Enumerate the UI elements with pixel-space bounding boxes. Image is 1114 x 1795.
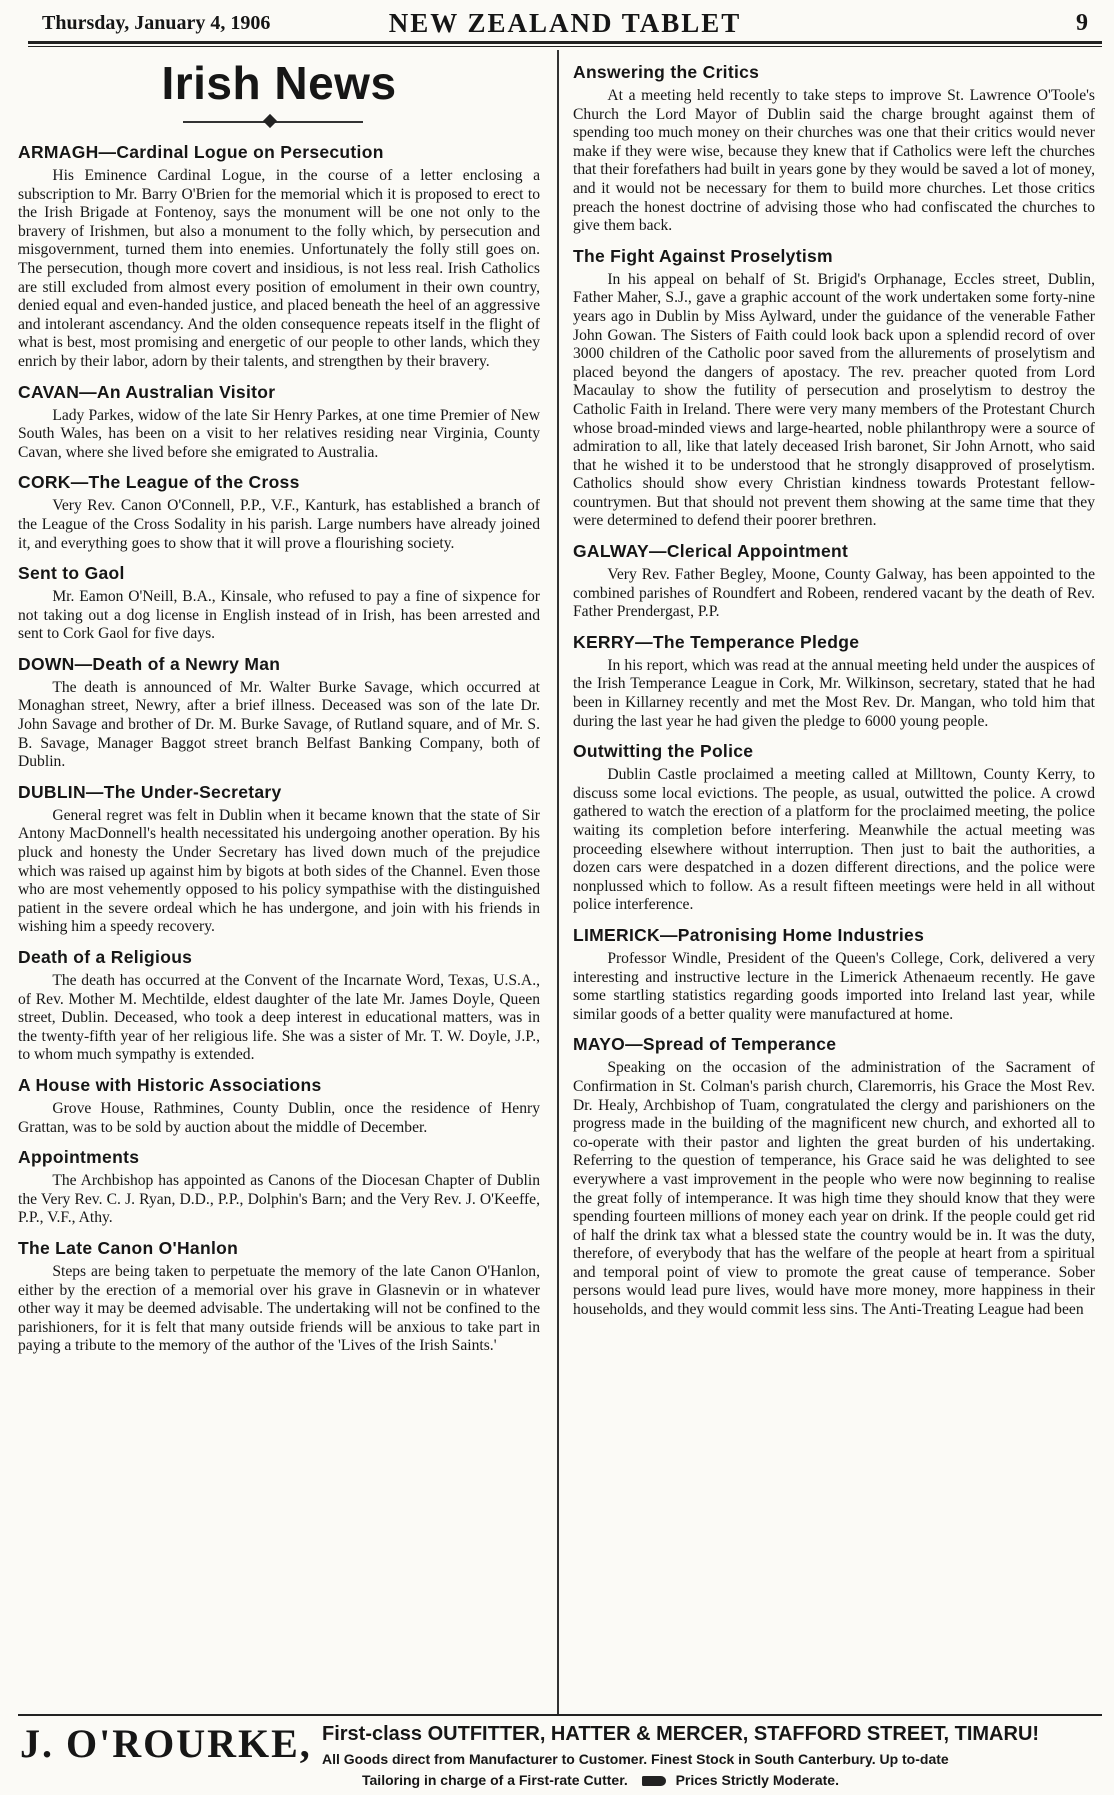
article-body: Grove House, Rathmines, County Dublin, once the residence of Henry Grattan, was to be sold by auction about the middle of December. <box>18 1099 540 1136</box>
article-body: In his appeal on behalf of St. Brigid's Orphanage, Eccles street, Dublin, Father Maher, S.J., gave a graphic account of the work undertaken some forty-nine years ago in Dublin by Miss Aylward, under the guidance of the venerable Father John Gowan. The Sisters of Faith could look back upon a splendid record of over 3000 children of the Catholic poor saved from the allurements of proselytism and placed beyond the dangers of apostacy. The rev. preacher quoted from Lord Macaulay to show the futility of persecution and proselytism to destroy the Catholic Faith in Ireland. There were very many members of the Protestant Church whose broad-minded views and large-hearted, noble philanthropy were a source of admiration to all, like that lately deceased Irish baronet, Sir John Arnott, who said that he wished it to be understood that he strongly disapproved of proselytism. Catholics should show every Christian kindness towards Protestant fellow-countrymen. But that should not prevent them showing at the same time that they were determined to defend their poorer brethren. <box>573 270 1095 530</box>
header-rule <box>28 41 1102 44</box>
header-rule-thin <box>28 46 1102 47</box>
article-title: The Late Canon O'Hanlon <box>18 1237 239 1258</box>
article-title: DOWN—Death of a Newry Man <box>18 653 281 674</box>
article <box>573 741 1095 915</box>
article-title: LIMERICK—Patronising Home Industries <box>573 924 925 945</box>
page-header <box>28 6 1102 40</box>
article-title: Outwitting the Police <box>573 741 754 762</box>
article-body: In his report, which was read at the annual meeting held under the auspices of the Irish Temperance League in Cork, Mr. Wilkinson, secretary, stated that he had been in Killarney recently and met the Most Rev. Dr. Mangan, who told him that during the last year he had given the pledge to 6000 young people. <box>573 656 1095 730</box>
article-title: MAYO—Spread of Temperance <box>573 1034 837 1055</box>
article-body: The death is announced of Mr. Walter Burke Savage, which occurred at Monaghan street, Newry, after a brief illness. Deceased was son of the late Dr. John Savage and brother of Dr. M. Burke Savage, of Rutland square, and of Mr. S. B. Savage, Manager Baggot street branch Belfast Banking Company, both of Dublin. <box>18 678 540 771</box>
article <box>573 541 1095 622</box>
article-body: General regret was felt in Dublin when it became known that the state of Sir Antony MacDonnell's health necessitated his undergoing another operation. By his pluck and honesty the Under Secretary has lived down much of the prejudice which was raised up against him by bigots at both sides of the Channel. Even those who are most vehemently opposed to his policy sympathise with the distinguished patient in the severe ordeal which he has undergone, and join with his friends in wishing him a speedy recovery. <box>18 806 540 936</box>
advert-line-3b: Prices Strictly Moderate. <box>675 1772 839 1788</box>
article <box>18 563 540 644</box>
article-body: Professor Windle, President of the Queen's College, Cork, delivered a very interesting and instructive lecture in the Limerick Athenaeum recently. He gave some startling statistics regarding goods imported into Ireland last year, while similar goods of a better quality were manufactured at home. <box>573 949 1095 1023</box>
article-title: A House with Historic Associations <box>18 1074 322 1095</box>
advert-line-2: All Goods direct from Manufacturer to Customer. Finest Stock in South Canterbury. Up to-date <box>322 1751 949 1767</box>
article-title: The Fight Against Proselytism <box>573 245 833 266</box>
page-number: 9 <box>1076 10 1088 36</box>
article <box>18 472 540 553</box>
article <box>573 1034 1095 1319</box>
column-divider <box>557 50 559 1715</box>
article <box>18 1147 540 1228</box>
article-title: Appointments <box>18 1147 140 1168</box>
advertisement <box>0 1714 1114 1795</box>
issue-date: Thursday, January 4, 1906 <box>42 12 271 34</box>
masthead-title: NEW ZEALAND TABLET <box>388 8 742 38</box>
diamond-ornament-icon <box>263 114 277 128</box>
article <box>18 947 540 1065</box>
article-body: Very Rev. Father Begley, Moone, County Galway, has been appointed to the combined parishes of Roundfert and Robeen, rendered vacant by the death of Rev. Father Prendergast, P.P. <box>573 566 1095 621</box>
article-body: The death has occurred at the Convent of the Incarnate Word, Texas, U.S.A., of Rev. Mother M. Mechtilde, eldest daughter of the late Mr. James Doyle, Queen street, Dublin. Deceased, who took a deep interest in educational matters, was in the twenty-fifth year of her religious life. She was a sister of Mr. T. W. Doyle, J.P., to whom much sympathy is extended. <box>18 972 540 1064</box>
article <box>18 382 540 463</box>
advertiser-name: J. O'ROURKE, <box>20 1721 312 1766</box>
left-column <box>18 52 540 1356</box>
right-articles <box>573 62 1095 1320</box>
article-body: The Archbishop has appointed as Canons of the Diocesan Chapter of Dublin the Very Rev. C. J. Ryan, D.D., P.P., Dolphin's Barn; and the Very Rev. J. O'Keeffe, P.P., V.F., Athy. <box>18 1172 540 1227</box>
article-title: GALWAY—Clerical Appointment <box>573 541 849 562</box>
left-articles <box>18 142 540 1356</box>
advert-line-1: First-class OUTFITTER, HATTER & MERCER, STAFFORD STREET, TIMARU! <box>322 1723 1040 1745</box>
article <box>573 62 1095 236</box>
article-body: Mr. Eamon O'Neill, B.A., Kinsale, who refused to pay a fine of sixpence for not taking out a dog license in English instead of in Irish, has been arrested and sent to Cork Gaol for five days. <box>18 588 540 643</box>
article-body: Steps are being taken to perpetuate the memory of the late Canon O'Hanlon, either by the erection of a memorial over his grave in Glasnevin or in whatever other way it may be deemed advisable. The undertaking will not be confined to the parishioners, for it is felt that many outside friends will be anxious to take part in paying a tribute to the memory of the author of the 'Lives of the Irish Saints.' <box>18 1262 540 1355</box>
advert-rule <box>18 1714 1102 1716</box>
article <box>18 1075 540 1137</box>
article-body: His Eminence Cardinal Logue, in the course of a letter enclosing a subscription to Mr. Barry O'Brien for the memorial which it is proposed to erect to the Irish Brigade at Fontenoy, says the monument will be one not only to the bravery of Irishmen, but also a monument to the folly which, by persecution and misgovernment, turned them into enemies. Unfortunately the folly still goes on. The persecution, though more covert and insidious, is not less real. Irish Catholics are still excluded from almost every position of emolument in their own country, denied equal and even-handed justice, and placed beneath the heel of an aggressive and intolerant ascendancy. And the olden consequence repeats itself in the flight of what is best, most promising and energetic of our people to other lands, which they enrich by their labor, adorn by their talents, and strengthen by their bravery. <box>18 167 540 370</box>
article-title: KERRY—The Temperance Pledge <box>573 631 860 652</box>
right-column <box>573 52 1095 1320</box>
article <box>18 782 540 937</box>
article <box>573 925 1095 1024</box>
article-title: Answering the Critics <box>573 62 760 82</box>
article-title: Death of a Religious <box>18 947 193 967</box>
pointing-hand-icon <box>642 1776 666 1786</box>
article-body: Dublin Castle proclaimed a meeting called at Milltown, County Kerry, to discuss some local evictions. The people, as usual, outwitted the police. A crowd gathered to watch the erection of a platform for the proclaimed meeting, the police waiting its completion before interfering. Meanwhile the actual meeting was proceeding elsewhere without interruption. Then just to bait the authorities, a dozen cars were despatched in a dozen different directions, and the police were nonplussed which to follow. As a result fifteen meetings were held in all without police interference. <box>573 766 1095 914</box>
article <box>18 142 540 372</box>
article-title: CAVAN—An Australian Visitor <box>18 381 276 402</box>
article-body: Speaking on the occasion of the administration of the Sacrament of Confirmation in St. Colman's parish church, Claremorris, his Grace the Most Rev. Dr. Healy, Archbishop of Tuam, congratulated the clergy and parishioners on the progress made in the building of the magnificent new church, and exhorted all to co-operate with their pastor and lighten the great burden of his undertaking. Referring to the question of temperance, his Grace said he was delighted to see everywhere a vast improvement in the people who were now beginning to realise the great folly of intemperance. It was high time they should know that they were spending fourteen millions of money each year on drink. If the people could get rid of half the drink tax what a blessed state the country would be in. It was the duty, therefore, of everybody that has the welfare of the people at heart from a spiritual and temporal point of view to promote the great cause of temperance. Sober persons would lead pure lives, would have more money, more happiness in their households, and they would commit less sins. The Anti-Treating League had been <box>573 1059 1095 1319</box>
article-body: At a meeting held recently to take steps to improve St. Lawrence O'Toole's Church the Lord Mayor of Dublin said the charge brought against them of spending too much money on their churches was one that their critics would never make if they were wise, because they knew that if Catholics were left the churches that their forefathers had built in years gone by they would be saved a lot of money, and it would not be necessary for them to build more churches. Let those critics preach the honest doctrine of advising those who had confiscated the churches to give them back. <box>573 87 1095 235</box>
article <box>573 246 1095 531</box>
advert-line-3a: Tailoring in charge of a First-rate Cutter. <box>362 1772 628 1788</box>
section-title: Irish News <box>161 57 397 109</box>
article-body: Very Rev. Canon O'Connell, P.P., V.F., Kanturk, has established a branch of the League of the Cross Sodality in his parish. Large numbers have already joined it, and everything goes to show that it will prove a flourishing society. <box>18 497 540 552</box>
article <box>573 632 1095 731</box>
advert-line-3 <box>362 1772 839 1788</box>
article-title: Sent to Gaol <box>18 563 125 584</box>
ornament-divider <box>18 114 540 130</box>
article-body: Lady Parkes, widow of the late Sir Henry Parkes, at one time Premier of New South Wales, has been on a visit to her relatives residing near Virginia, County Cavan, where she lived before she emigrated to Australia. <box>18 406 540 461</box>
article-title: CORK—The League of the Cross <box>18 472 300 493</box>
article-title: DUBLIN—The Under-Secretary <box>18 781 282 802</box>
article <box>18 654 540 772</box>
article-title: ARMAGH—Cardinal Logue on Persecution <box>18 142 384 162</box>
article <box>18 1238 540 1356</box>
